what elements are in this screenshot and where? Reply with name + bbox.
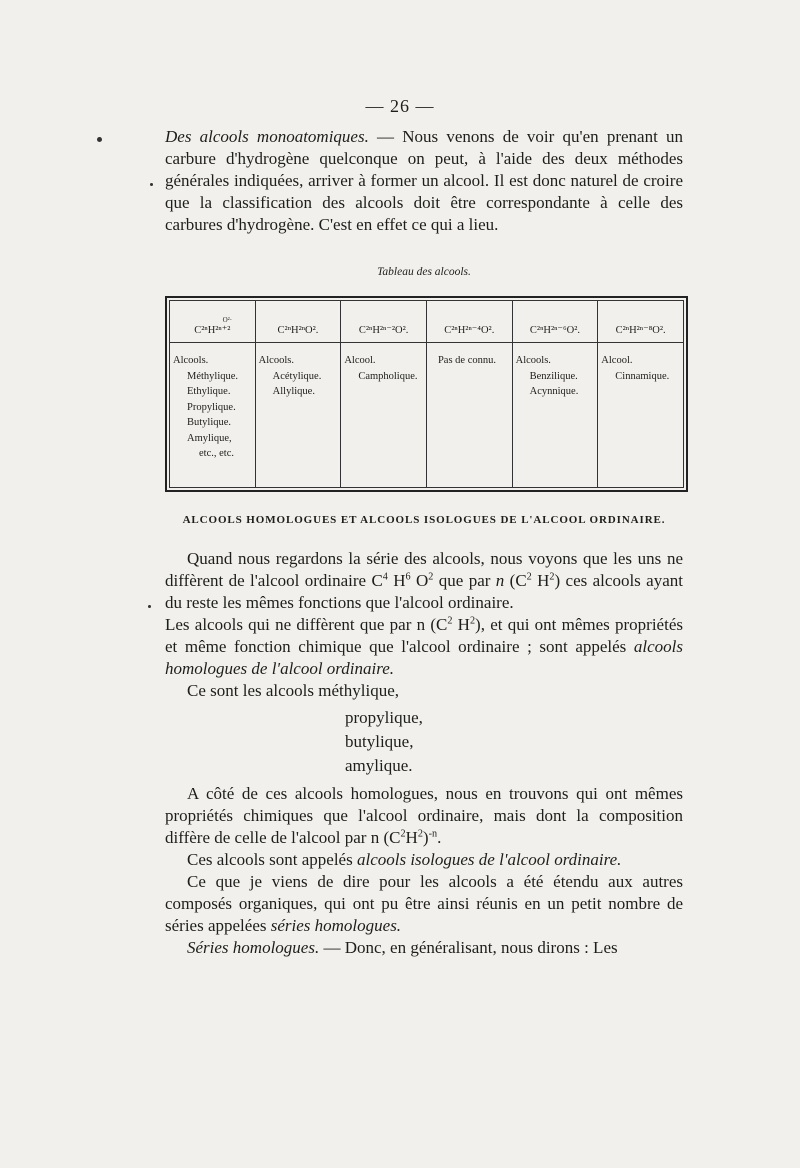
cell-line: etc., etc. [199, 448, 234, 459]
cell-line: Alcools. [258, 355, 294, 366]
page-number: — 26 — [365, 96, 435, 116]
table-header-row [170, 301, 684, 343]
homologues-paragraph-3: Ce sont les alcools méthylique, [187, 681, 399, 700]
isologues-paragraph-2: Ces alcools sont appelés alcools isologues de l'alcool ordinaire. [187, 850, 622, 869]
cell-line: Pas de connu. [437, 355, 497, 366]
header-formula: C²ⁿH²ⁿ⁻⁶O². [529, 325, 580, 336]
intro-paragraph [165, 126, 683, 236]
table-cell [170, 343, 256, 488]
table-cell [512, 343, 598, 488]
list-item: butylique, [345, 732, 414, 751]
homologues-paragraph-1: Quand nous regardons la série des alcools, nous voyons que les uns ne diffèrent de l'alcool ordinaire $C^4$ $H^6$ $O^2$ que par n ($C^2$ $H^2$) ces alcools ayant du reste les mêmes fonctions que l'alcool ordinaire. [165, 549, 683, 612]
cell-line: Campholique. [358, 370, 418, 382]
header-formula: C²ⁿH²ⁿ⁻⁸O². [615, 325, 666, 336]
cell-line: Alcool. [344, 355, 376, 366]
cell-line: Ethylique. [187, 386, 231, 397]
alcohol-names-list [345, 706, 423, 778]
list-item: propylique, [345, 708, 423, 727]
homologues-paragraph-2: Les alcools qui ne diffèrent que par n ($C^2$ $H^2$), et qui ont mêmes propriétés et même fonction chimique que l'alcool ordinaire ; sont appelés alcools homologues de l'alcool ordinaire. [165, 615, 683, 678]
table-header [512, 301, 598, 343]
isologues-paragraph-1: A côté de ces alcools homologues, nous en trouvons qui ont mêmes propriétés chimiques que l'alcool ordinaire, mais dont la composition diffère de celle de l'alcool par n $(C^2H^2)^{-n}$. [165, 784, 683, 847]
margin-mark [148, 605, 151, 608]
header-formula: C²ⁿH²ⁿ⁻⁴O². [444, 325, 495, 336]
alcohol-table [169, 300, 684, 488]
table-cell [598, 343, 684, 488]
cell-line: Acétylique. [272, 370, 322, 382]
table-row [170, 343, 684, 488]
isologues-paragraph-4: Séries homologues. — Donc, en généralisant, nous dirons : Les [187, 938, 618, 957]
table-caption: Tableau des alcools. [377, 266, 471, 278]
table-header [426, 301, 512, 343]
intro-lead: Des alcools monoatomiques. [165, 127, 369, 146]
header-superscript: O²· [222, 316, 233, 324]
list-item: amylique. [345, 756, 413, 775]
cell-line: Cinnamique. [615, 370, 670, 382]
alcohol-table-frame [165, 296, 688, 492]
cell-line: Amylique, [187, 432, 232, 444]
section-heading: ALCOOLS HOMOLOGUES ET ALCOOLS ISOLOGUES DE L'ALCOOL ORDINAIRE. [182, 514, 666, 526]
header-formula: C²ⁿH²ⁿ⁺² [194, 325, 231, 336]
isologues-paragraph-3: Ce que je viens de dire pour les alcools a été étendu aux autres composés organiques, qui ont pu être ainsi réunis en un petit nombre de séries appelées séries homologues. [165, 872, 683, 935]
cell-line: Propylique. [187, 401, 236, 413]
cell-line: Butylique. [187, 417, 232, 428]
header-formula: C²ⁿH²ⁿ⁻²O². [358, 325, 409, 336]
table-cell [341, 343, 427, 488]
homologues-section [165, 548, 683, 702]
intro-text: — Nous venons de voir qu'en prenant un carbure d'hydrogène quelconque on peut, à l'aide des deux méthodes générales indiquées, arriver à former un alcool. Il est donc naturel de croire que la classification des alcools doit être correspondante à celle des carbures d'hydrogène. C'est en effet ce qui a lieu. [165, 127, 683, 234]
header-formula: C²ⁿH²ⁿO². [277, 325, 319, 336]
cell-line: Méthylique. [187, 370, 239, 382]
table-cell [255, 343, 341, 488]
cell-line: Allylique. [272, 386, 315, 397]
table-header [341, 301, 427, 343]
table-header [170, 301, 256, 343]
isologues-section [165, 783, 683, 959]
cell-line: Acynnique. [529, 386, 579, 397]
table-cell [426, 343, 512, 488]
margin-mark [150, 183, 153, 186]
cell-line: Alcools. [173, 355, 209, 366]
margin-mark [97, 137, 102, 142]
table-header [255, 301, 341, 343]
cell-line: Benzilique. [529, 370, 578, 382]
cell-line: Alcool. [601, 355, 633, 366]
table-header [598, 301, 684, 343]
cell-line: Alcools. [515, 355, 551, 366]
